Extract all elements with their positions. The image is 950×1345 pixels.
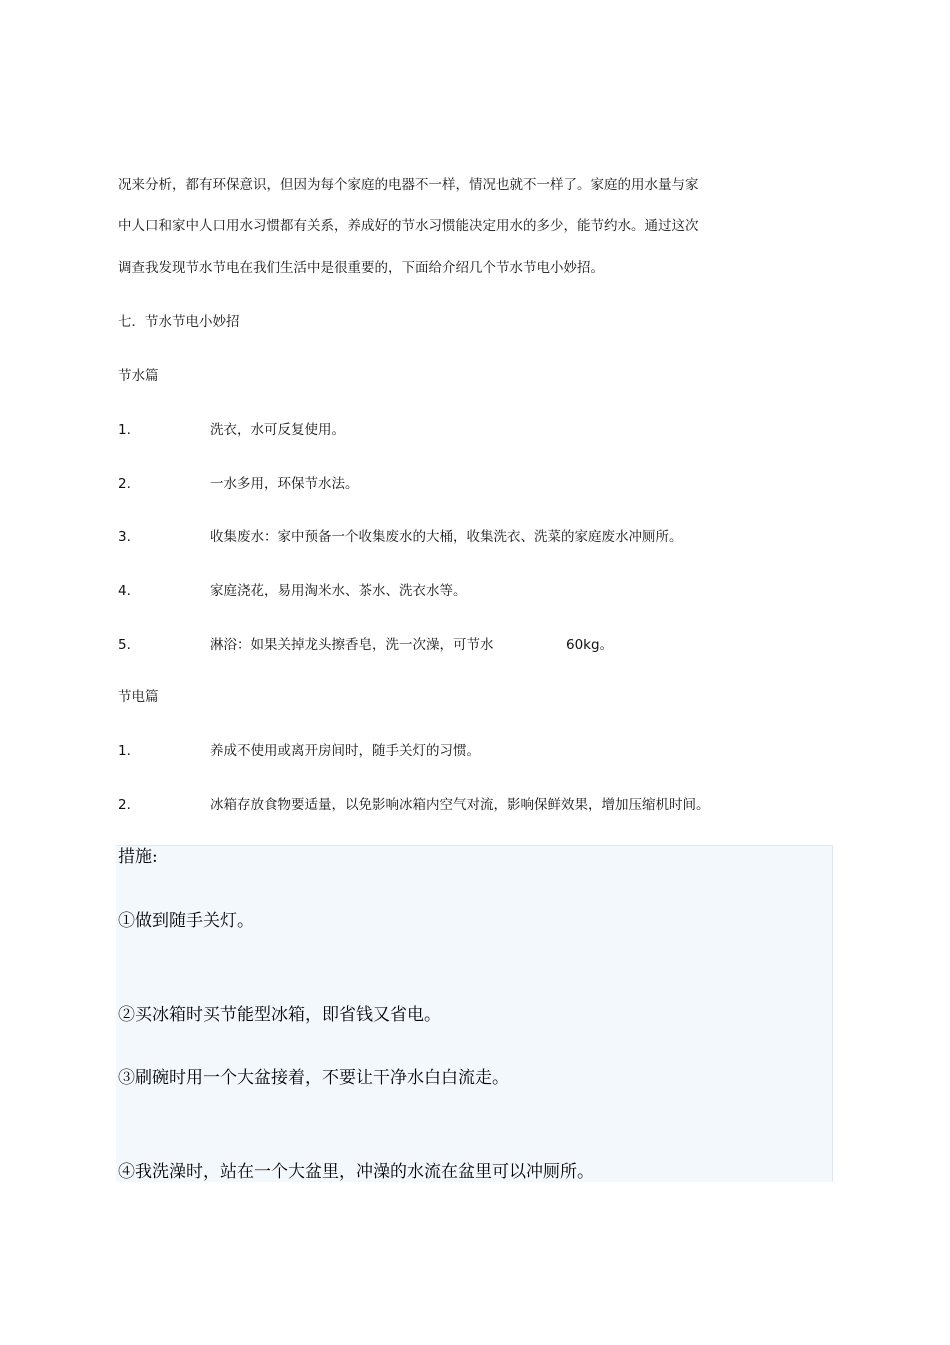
intro-line-2: 中人口和家中人口用水习惯都有关系，养成好的节水习惯能决定用水的多少，能节约水。通过这次 xyxy=(118,218,699,234)
item-text: 淋浴：如果关掉龙头擦香皂，洗一次澡，可节水 xyxy=(210,637,494,653)
intro-line-3: 调查我发现节水节电在我们生活中是很重要的，下面给介绍几个节水节电小妙招。 xyxy=(118,260,604,276)
item-quantity: 60kg。 xyxy=(566,637,614,653)
item-text: 洗衣，水可反复使用。 xyxy=(210,422,345,438)
item-number: 2. xyxy=(118,476,131,492)
item-number: 4. xyxy=(118,583,131,599)
item-text: 收集废水：家中预备一个收集废水的大桶，收集洗衣、洗菜的家庭废水冲厕所。 xyxy=(210,529,683,545)
item-text: 一水多用，环保节水法。 xyxy=(210,476,359,492)
item-number: 3. xyxy=(118,529,131,545)
water-heading: 节水篇 xyxy=(118,368,159,384)
item-number: 1. xyxy=(118,743,131,759)
section-heading: 七．节水节电小妙招 xyxy=(118,314,240,330)
measures-heading: 措施: xyxy=(118,847,158,867)
item-text: 家庭浇花，易用淘米水、茶水、洗衣水等。 xyxy=(210,583,467,599)
item-number: 5. xyxy=(118,637,131,653)
measure-item: ②买冰箱时买节能型冰箱，即省钱又省电。 xyxy=(118,1005,441,1025)
measure-item: ③刷碗时用一个大盆接着，不要让干净水白白流走。 xyxy=(118,1068,509,1088)
measure-item: ①做到随手关灯。 xyxy=(118,911,254,931)
intro-line-1: 况来分析，都有环保意识，但因为每个家庭的电器不一样，情况也就不一样了。家庭的用水量与家 xyxy=(118,177,699,193)
measure-item: ④我洗澡时，站在一个大盆里，冲澡的水流在盆里可以冲厕所。 xyxy=(118,1162,594,1182)
item-number: 2. xyxy=(118,797,131,813)
power-heading: 节电篇 xyxy=(118,689,159,705)
item-number: 1. xyxy=(118,422,131,438)
item-text: 冰箱存放食物要适量，以免影响冰箱内空气对流，影响保鲜效果，增加压缩机时间。 xyxy=(210,797,710,813)
item-text: 养成不使用或离开房间时，随手关灯的习惯。 xyxy=(210,743,480,759)
